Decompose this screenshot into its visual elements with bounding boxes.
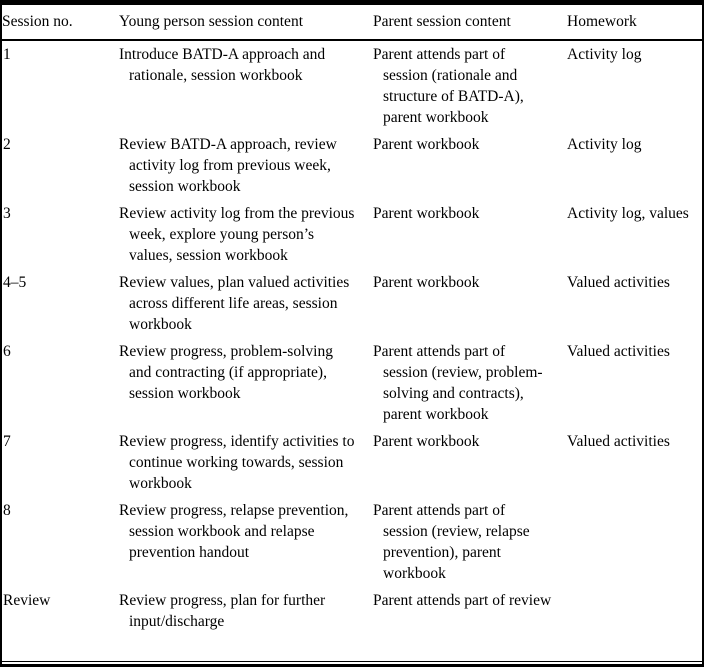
- cell-young-person-session-content: [110, 428, 363, 497]
- table-row: [2, 497, 702, 587]
- cell-homework: Valued activities: [567, 343, 670, 360]
- cell-session-number: 2: [3, 136, 11, 153]
- cell-homework: Valued activities: [567, 433, 670, 450]
- table-row: [2, 428, 702, 497]
- cell-text: Review values, plan valued activities across different life areas, session workbook: [119, 274, 350, 333]
- table-row: [2, 338, 702, 428]
- cell-session-number: 8: [3, 502, 11, 519]
- cell-session-number: 7: [3, 433, 11, 450]
- cell-text: Review progress, problem-solving and contracting (if appropriate), session workbook: [119, 343, 333, 402]
- column-header-homework: Homework: [567, 13, 637, 30]
- table-row: [2, 41, 702, 131]
- cell-young-person-session-content: [110, 131, 363, 200]
- cell-text: Parent attends part of review: [373, 592, 552, 609]
- cell-parent-session-content: [363, 200, 559, 269]
- cell-homework: Activity log: [567, 136, 642, 153]
- cell-text: Parent workbook: [373, 205, 480, 222]
- column-header-session: Session no.: [2, 13, 73, 30]
- cell-text: Parent workbook: [373, 433, 480, 450]
- cell-parent-session-content: [363, 497, 559, 587]
- table-body: [2, 41, 702, 635]
- column-header-parent-session-content: Parent session content: [373, 13, 511, 30]
- table-bottom-double-rule: [2, 661, 702, 667]
- cell-text: Review BATD-A approach, review activity log from previous week, session workbook: [119, 136, 337, 195]
- cell-parent-session-content: [363, 587, 559, 635]
- cell-young-person-session-content: [110, 497, 363, 587]
- cell-parent-session-content: [363, 428, 559, 497]
- session-content-table-body: [2, 41, 702, 635]
- table-bottom-spacer: [2, 635, 702, 645]
- cell-parent-session-content: [363, 338, 559, 428]
- cell-homework: Activity log, values: [567, 205, 689, 222]
- cell-homework: Valued activities: [567, 274, 670, 291]
- cell-young-person-session-content: [110, 200, 363, 269]
- table-row: [2, 269, 702, 338]
- cell-young-person-session-content: [110, 269, 363, 338]
- cell-young-person-session-content: [110, 41, 363, 131]
- cell-text: Parent attends part of session (rationale and structure of BATD-A), parent workbook: [373, 46, 524, 126]
- cell-text: Review progress, plan for further input/discharge: [119, 592, 326, 630]
- table-row: [2, 131, 702, 200]
- cell-text: Introduce BATD-A approach and rationale, session workbook: [119, 46, 326, 84]
- table-row: [2, 587, 702, 635]
- cell-parent-session-content: [363, 269, 559, 338]
- cell-text: Review progress, relapse prevention, session workbook and relapse prevention handout: [119, 502, 349, 561]
- session-content-table: [2, 5, 702, 39]
- cell-session-number: Review: [3, 592, 51, 609]
- cell-homework: Activity log: [567, 46, 642, 63]
- cell-text: Parent workbook: [373, 136, 480, 153]
- cell-homework: [559, 587, 702, 635]
- cell-text: Review activity log from the previous week, explore young person’s values, session workbook: [119, 205, 355, 264]
- cell-text: Parent attends part of session (review, problem-solving and contracts), parent workbook: [373, 343, 543, 423]
- table-row: [2, 200, 702, 269]
- cell-text: Review progress, identify activities to continue working towards, session workbook: [119, 433, 355, 492]
- cell-text: Parent workbook: [373, 274, 480, 291]
- table-header: [2, 5, 702, 39]
- cell-session-number: 1: [3, 46, 11, 63]
- cell-session-number: 3: [3, 205, 11, 222]
- cell-young-person-session-content: [110, 587, 363, 635]
- header-row: [2, 5, 702, 39]
- cell-homework: [559, 497, 702, 587]
- cell-text: Parent attends part of session (review, relapse prevention), parent workbook: [373, 502, 530, 582]
- cell-parent-session-content: [363, 41, 559, 131]
- cell-session-number: 6: [3, 343, 11, 360]
- cell-parent-session-content: [363, 131, 559, 200]
- column-header-young-person-session-content: Young person session content: [119, 13, 303, 30]
- cell-session-number: 4–5: [3, 274, 27, 291]
- cell-young-person-session-content: [110, 338, 363, 428]
